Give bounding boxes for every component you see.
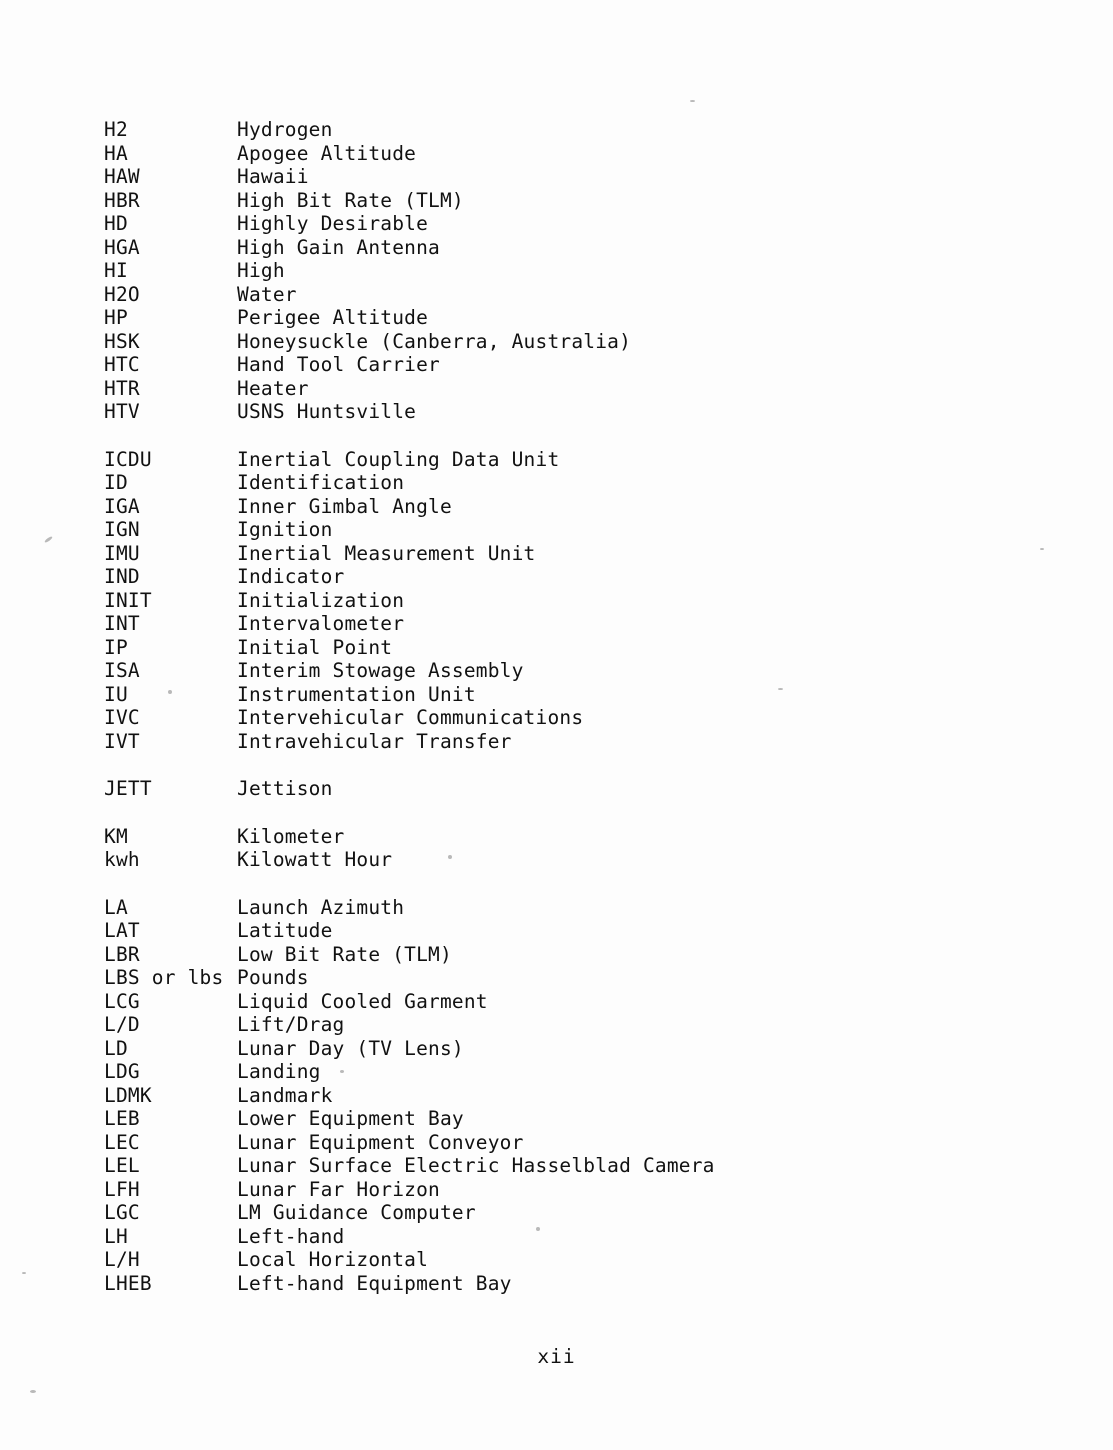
abbreviation-entry bbox=[104, 565, 984, 589]
abbreviation-entry bbox=[104, 1131, 984, 1155]
abbreviation-entry bbox=[104, 1272, 984, 1296]
abbreviation-definition: Launch Azimuth bbox=[237, 895, 405, 919]
abbreviation-definition: Highly Desirable bbox=[237, 212, 429, 235]
abbreviation-term: IMU bbox=[104, 541, 140, 565]
abbreviation-entry bbox=[104, 471, 984, 495]
abbreviation-entry bbox=[104, 659, 984, 683]
abbreviation-group bbox=[104, 825, 984, 872]
abbreviation-definition: Kilometer bbox=[237, 824, 345, 848]
abbreviation-definition: Left-hand bbox=[237, 1224, 345, 1248]
abbreviation-entry bbox=[104, 1201, 984, 1225]
abbreviation-term: IND bbox=[104, 565, 140, 588]
abbreviation-term: LGC bbox=[104, 1201, 140, 1224]
abbreviation-entry bbox=[104, 990, 984, 1014]
abbreviation-definition: Lunar Surface Electric Hasselblad Camera bbox=[237, 1154, 715, 1177]
abbreviation-definition: USNS Huntsville bbox=[237, 400, 417, 423]
abbreviation-definition: Interim Stowage Assembly bbox=[237, 659, 524, 682]
abbreviation-entry bbox=[104, 377, 984, 401]
abbreviation-list bbox=[104, 118, 984, 1319]
abbreviation-entry bbox=[104, 306, 984, 330]
abbreviation-term: HBR bbox=[104, 188, 140, 212]
abbreviation-definition: Jettison bbox=[237, 777, 333, 800]
abbreviation-entry bbox=[104, 1107, 984, 1131]
abbreviation-definition: Pounds bbox=[237, 966, 309, 989]
abbreviation-entry bbox=[104, 448, 984, 472]
abbreviation-term: IGA bbox=[104, 494, 140, 518]
abbreviation-definition: Identification bbox=[237, 471, 405, 494]
abbreviation-term: kwh bbox=[104, 848, 140, 871]
abbreviation-term: H2 bbox=[104, 118, 128, 141]
abbreviation-term: HI bbox=[104, 259, 128, 282]
abbreviation-definition: Water bbox=[237, 282, 297, 306]
abbreviation-term: IVC bbox=[104, 706, 140, 729]
abbreviation-group bbox=[104, 118, 984, 424]
abbreviation-definition: Latitude bbox=[237, 919, 333, 942]
abbreviation-entry bbox=[104, 1154, 984, 1178]
abbreviation-entry bbox=[104, 612, 984, 636]
abbreviation-group bbox=[104, 896, 984, 1296]
abbreviation-definition: Landing bbox=[237, 1060, 321, 1083]
abbreviation-term: JETT bbox=[104, 777, 152, 800]
abbreviation-entry bbox=[104, 118, 984, 142]
abbreviation-definition: Lunar Equipment Conveyor bbox=[237, 1130, 524, 1154]
abbreviation-entry bbox=[104, 919, 984, 943]
abbreviation-term: ISA bbox=[104, 659, 140, 682]
abbreviation-entry bbox=[104, 636, 984, 660]
abbreviation-entry bbox=[104, 1178, 984, 1202]
abbreviation-group bbox=[104, 448, 984, 754]
scan-speck bbox=[1040, 548, 1044, 550]
abbreviation-term: LH bbox=[104, 1224, 128, 1248]
abbreviation-entry bbox=[104, 943, 984, 967]
abbreviation-definition: Instrumentation Unit bbox=[237, 682, 476, 706]
abbreviation-definition: Left-hand Equipment Bay bbox=[237, 1271, 512, 1295]
abbreviation-entry bbox=[104, 1084, 984, 1108]
abbreviation-entry bbox=[104, 706, 984, 730]
scan-speck bbox=[30, 1390, 36, 1393]
abbreviation-term: LDG bbox=[104, 1060, 140, 1083]
abbreviation-term: HA bbox=[104, 141, 128, 165]
abbreviation-term: ID bbox=[104, 471, 128, 494]
abbreviation-term: KM bbox=[104, 824, 128, 848]
abbreviation-definition: Indicator bbox=[237, 565, 345, 588]
abbreviation-definition: Initial Point bbox=[237, 635, 393, 659]
abbreviation-term: HP bbox=[104, 306, 128, 329]
abbreviation-entry bbox=[104, 848, 984, 872]
abbreviation-definition: Hawaii bbox=[237, 165, 309, 188]
abbreviation-term: LHEB bbox=[104, 1271, 152, 1295]
abbreviation-definition: Perigee Altitude bbox=[237, 306, 429, 329]
abbreviation-term: LFH bbox=[104, 1177, 140, 1201]
abbreviation-entry bbox=[104, 1013, 984, 1037]
abbreviation-definition: Intervalometer bbox=[237, 612, 405, 635]
abbreviation-entry bbox=[104, 518, 984, 542]
abbreviation-definition: Lower Equipment Bay bbox=[237, 1107, 464, 1130]
abbreviation-entry bbox=[104, 589, 984, 613]
abbreviation-definition: Landmark bbox=[237, 1083, 333, 1107]
abbreviation-term: HTC bbox=[104, 353, 140, 376]
abbreviation-definition: Apogee Altitude bbox=[237, 141, 417, 165]
abbreviation-term: HAW bbox=[104, 165, 140, 188]
abbreviation-term: LBS or lbs bbox=[104, 966, 224, 989]
abbreviation-entry bbox=[104, 495, 984, 519]
abbreviation-entry bbox=[104, 165, 984, 189]
abbreviation-definition: Liquid Cooled Garment bbox=[237, 989, 488, 1013]
abbreviation-term: LEB bbox=[104, 1107, 140, 1130]
abbreviation-definition: Hand Tool Carrier bbox=[237, 353, 440, 376]
abbreviation-definition: Inertial Coupling Data Unit bbox=[237, 447, 560, 471]
abbreviation-entry bbox=[104, 236, 984, 260]
abbreviation-entry bbox=[104, 353, 984, 377]
abbreviation-definition: Low Bit Rate (TLM) bbox=[237, 942, 452, 966]
abbreviation-entry bbox=[104, 189, 984, 213]
abbreviation-entry bbox=[104, 683, 984, 707]
abbreviation-entry bbox=[104, 542, 984, 566]
scan-speck bbox=[44, 536, 53, 544]
abbreviation-term: INIT bbox=[104, 588, 152, 612]
abbreviation-term: L/H bbox=[104, 1248, 140, 1271]
abbreviation-entry bbox=[104, 825, 984, 849]
abbreviation-group bbox=[104, 777, 984, 801]
abbreviation-term: HTR bbox=[104, 376, 140, 400]
abbreviation-entry bbox=[104, 1225, 984, 1249]
abbreviation-entry bbox=[104, 1037, 984, 1061]
abbreviation-term: LD bbox=[104, 1036, 128, 1060]
abbreviation-definition: Intravehicular Transfer bbox=[237, 729, 512, 753]
abbreviation-term: LEC bbox=[104, 1130, 140, 1154]
abbreviation-entry bbox=[104, 142, 984, 166]
abbreviation-entry bbox=[104, 400, 984, 424]
abbreviation-term: L/D bbox=[104, 1013, 140, 1036]
abbreviation-term: HD bbox=[104, 212, 128, 235]
abbreviation-entry bbox=[104, 966, 984, 990]
abbreviation-term: H2O bbox=[104, 282, 140, 306]
abbreviation-definition: Lift/Drag bbox=[237, 1013, 345, 1036]
abbreviation-entry bbox=[104, 777, 984, 801]
abbreviation-definition: Inertial Measurement Unit bbox=[237, 541, 536, 565]
abbreviation-entry bbox=[104, 730, 984, 754]
abbreviation-entry bbox=[104, 1248, 984, 1272]
abbreviation-term: ICDU bbox=[104, 447, 152, 471]
abbreviation-entry bbox=[104, 283, 984, 307]
abbreviation-entry bbox=[104, 259, 984, 283]
abbreviation-term: IVT bbox=[104, 729, 140, 753]
abbreviation-term: LDMK bbox=[104, 1083, 152, 1107]
abbreviation-definition: Initialization bbox=[237, 588, 405, 612]
abbreviation-term: INT bbox=[104, 612, 140, 635]
abbreviation-definition: Lunar Day (TV Lens) bbox=[237, 1036, 464, 1060]
abbreviation-definition: Ignition bbox=[237, 518, 333, 541]
abbreviation-term: IGN bbox=[104, 518, 140, 541]
abbreviation-definition: Honeysuckle (Canberra, Australia) bbox=[237, 329, 632, 353]
abbreviation-definition: High Bit Rate (TLM) bbox=[237, 188, 464, 212]
abbreviation-entry bbox=[104, 1060, 984, 1084]
abbreviation-definition: Inner Gimbal Angle bbox=[237, 494, 452, 518]
abbreviation-entry bbox=[104, 896, 984, 920]
abbreviation-term: HSK bbox=[104, 329, 140, 353]
scan-speck bbox=[690, 100, 695, 102]
abbreviation-entry bbox=[104, 330, 984, 354]
abbreviation-term: LBR bbox=[104, 942, 140, 966]
abbreviation-term: HGA bbox=[104, 235, 140, 259]
abbreviation-definition: High bbox=[237, 259, 285, 282]
abbreviation-term: LCG bbox=[104, 989, 140, 1013]
abbreviation-definition: Hydrogen bbox=[237, 118, 333, 141]
abbreviation-definition: Local Horizontal bbox=[237, 1248, 429, 1271]
abbreviation-definition: High Gain Antenna bbox=[237, 235, 440, 259]
abbreviation-term: LEL bbox=[104, 1154, 140, 1177]
abbreviation-definition: LM Guidance Computer bbox=[237, 1201, 476, 1224]
page-number: xii bbox=[537, 1345, 576, 1368]
abbreviation-definition: Heater bbox=[237, 376, 309, 400]
abbreviation-term: IP bbox=[104, 635, 128, 659]
abbreviation-term: LA bbox=[104, 895, 128, 919]
scan-speck bbox=[22, 1272, 26, 1274]
abbreviation-term: LAT bbox=[104, 919, 140, 942]
abbreviation-entry bbox=[104, 212, 984, 236]
abbreviation-term: IU bbox=[104, 682, 128, 706]
abbreviation-definition: Kilowatt Hour bbox=[237, 848, 393, 871]
abbreviation-term: HTV bbox=[104, 400, 140, 423]
abbreviation-definition: Lunar Far Horizon bbox=[237, 1177, 440, 1201]
abbreviation-definition: Intervehicular Communications bbox=[237, 706, 584, 729]
